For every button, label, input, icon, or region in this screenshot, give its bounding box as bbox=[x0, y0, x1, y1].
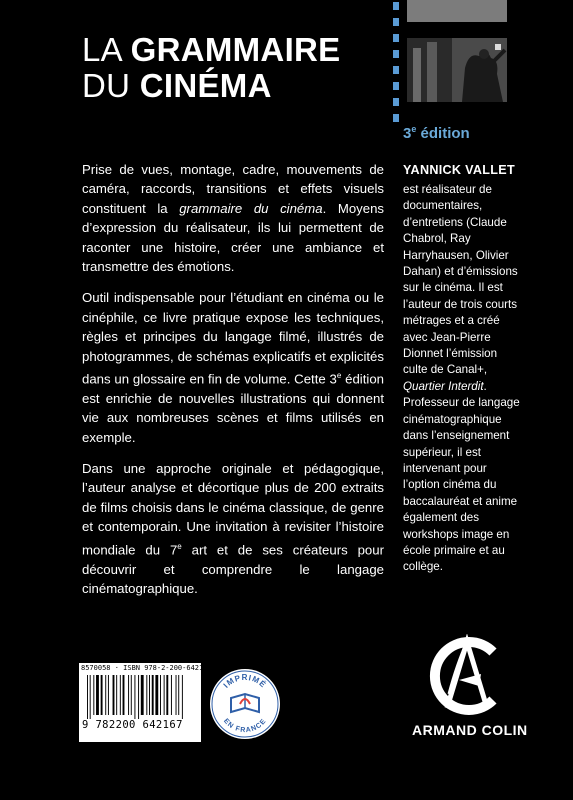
edition-label: 3e édition bbox=[403, 124, 470, 142]
barcode-bars bbox=[85, 675, 195, 719]
author-name: YANNICK VALLET bbox=[403, 163, 515, 177]
paragraph-2: Outil indispensable pour l’étudiant en cinéma ou le cinéphile, ce livre pratique expose les techniques, règles et principes du langage filmé, illustrés de photogrammes, de schémas explicatifs et explicités dans un glossaire en fin de volume. Cette 3e édition est enrichie de nouvelles illustrations qui donnent vie aux nombreuses scènes et films utilisés en exemple. bbox=[82, 290, 384, 445]
title-word-cinema: CINÉMA bbox=[139, 67, 272, 104]
title-word-grammaire: GRAMMAIRE bbox=[130, 31, 341, 68]
paragraph-1: Prise de vues, montage, cadre, mouvements de caméra, raccords, transitions et effets visuels constituent la grammaire du cinéma. Moyens d’expression du réalisateur, ils lui permettent de raconter une histoire, créer une ambiance et transmettre des émotions. bbox=[82, 162, 385, 275]
ean-number: 9 782200 642167 bbox=[82, 719, 183, 731]
imprime-en-france-icon bbox=[209, 668, 281, 740]
back-cover-text bbox=[82, 160, 384, 610]
title-prefix-2: DU bbox=[82, 67, 140, 104]
stamp-top-text: IMPRIMÉ bbox=[221, 673, 269, 690]
film-frame-image bbox=[407, 38, 507, 102]
title-prefix-1: LA bbox=[82, 31, 131, 68]
barcode bbox=[79, 663, 216, 742]
author-bio: est réalisateur de documentaires, d’entretiens (Claude Chabrol, Ray Harryhausen, Olivier Dahan) et d’émissions sur le cinéma. Il est l’auteur de trois courts métrages et a créé avec Jean-Pierre Dionnet l’émission culte de Canal+, Quartier Interdit. Professeur de langage cinématographique dans l’enseignement supérieur, il est intervenant pour l’option cinéma du baccalauréat et anime également des workshops image en école primaire et au collège. bbox=[403, 183, 520, 574]
film-frame-top bbox=[407, 0, 507, 22]
isbn-line: 8570058 · ISBN 978-2-200-64216-7 bbox=[81, 664, 216, 672]
armand-colin-logo bbox=[423, 634, 511, 718]
book-title bbox=[82, 32, 340, 104]
paragraph-3: Dans une approche originale et pédagogique, l’auteur analyse et décortique plus de 200 extraits de films choisis dans le cinéma classique, de genre et contemporain. Une invitation à revisiter l’histoire mondiale du 7e art et de ses créateurs pour découvrir et comprendre le langage cinématographique. bbox=[82, 461, 384, 596]
film-strip-icon bbox=[393, 0, 513, 126]
publisher-name: ARMAND COLIN bbox=[412, 722, 528, 738]
stamp-bottom-text: EN FRANCE bbox=[221, 717, 269, 735]
